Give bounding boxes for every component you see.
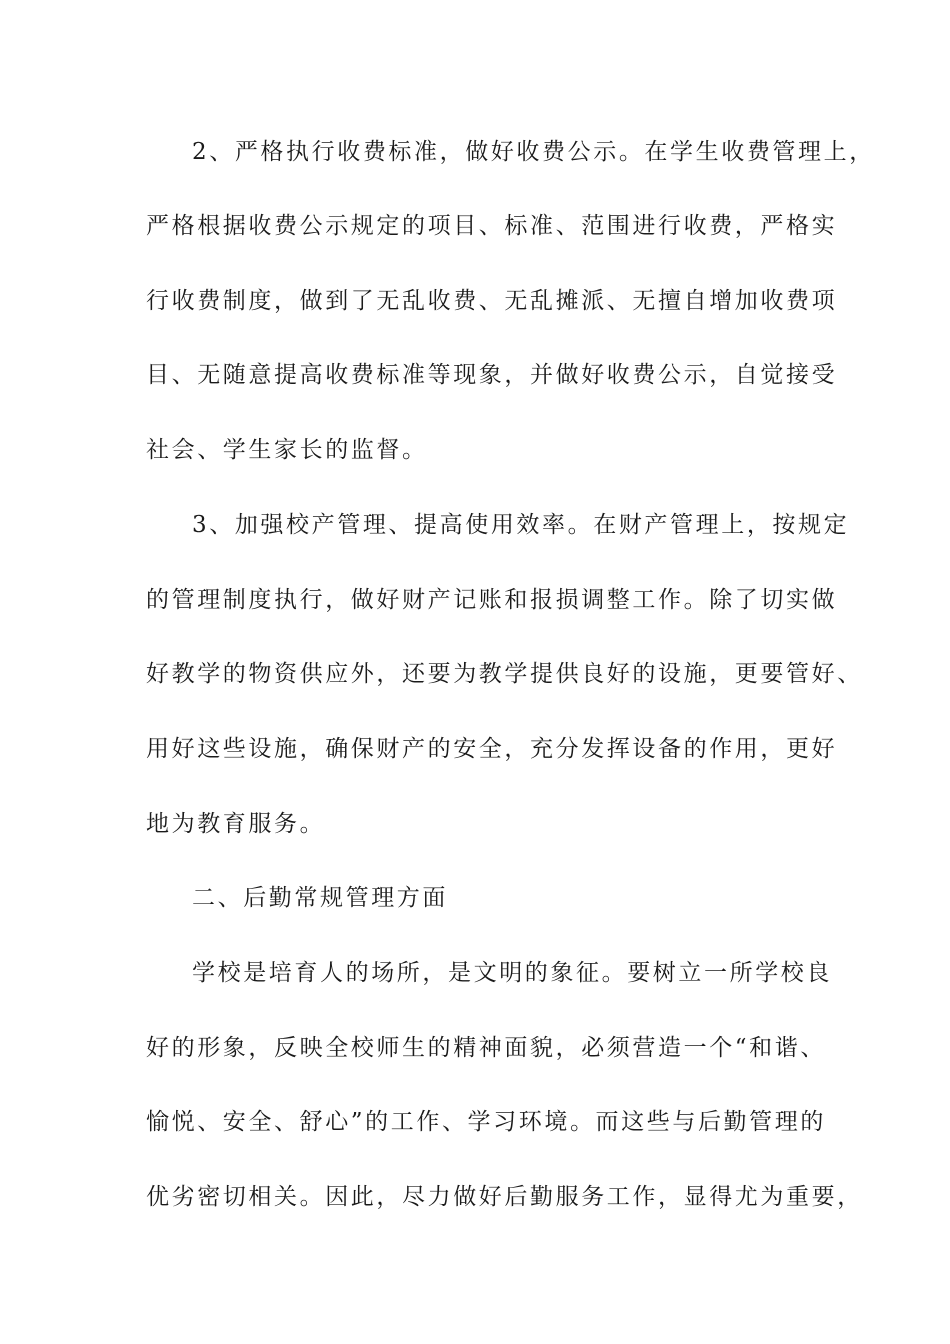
paragraph-4-line-2: 好的形象，反映全校师生的精神面貌，必须营造一个“和谐、 xyxy=(146,1035,826,1061)
paragraph-2-line-5: 社会、学生家长的监督。 xyxy=(146,437,428,463)
paragraph-4-line-3: 愉悦、安全、舒心”的工作、学习环境。而这些与后勤管理的 xyxy=(146,1109,826,1135)
paragraph-4-line-4: 优劣密切相关。因此，尽力做好后勤服务工作，显得尤为重要， xyxy=(146,1184,863,1210)
paragraph-3-line-2: 的管理制度执行，做好财产记账和报损调整工作。除了切实做 xyxy=(146,587,838,613)
paragraph-2-line-2: 严格根据收费公示规定的项目、标准、范围进行收费，严格实 xyxy=(146,213,838,239)
paragraph-2-line-1: 2、严格执行收费标准，做好收费公示。在学生收费管理上， xyxy=(192,139,875,165)
paragraph-3-line-1: 3、加强校产管理、提高使用效率。在财产管理上，按规定 xyxy=(192,512,850,538)
section-heading: 二、后勤常规管理方面 xyxy=(192,885,448,911)
paragraph-3-line-4: 用好这些设施，确保财产的安全，充分发挥设备的作用，更好 xyxy=(146,736,838,762)
paragraph-2-line-3: 行收费制度，做到了无乱收费、无乱摊派、无擅自增加收费项 xyxy=(146,288,838,314)
paragraph-2-line-4: 目、无随意提高收费标准等现象，并做好收费公示，自觉接受 xyxy=(146,362,838,388)
paragraph-4-line-1: 学校是培育人的场所，是文明的象征。要树立一所学校良 xyxy=(192,960,832,986)
paragraph-3-line-3: 好教学的物资供应外，还要为教学提供良好的设施，更要管好、 xyxy=(146,661,863,687)
paragraph-3-line-5: 地为教育服务。 xyxy=(146,811,326,837)
